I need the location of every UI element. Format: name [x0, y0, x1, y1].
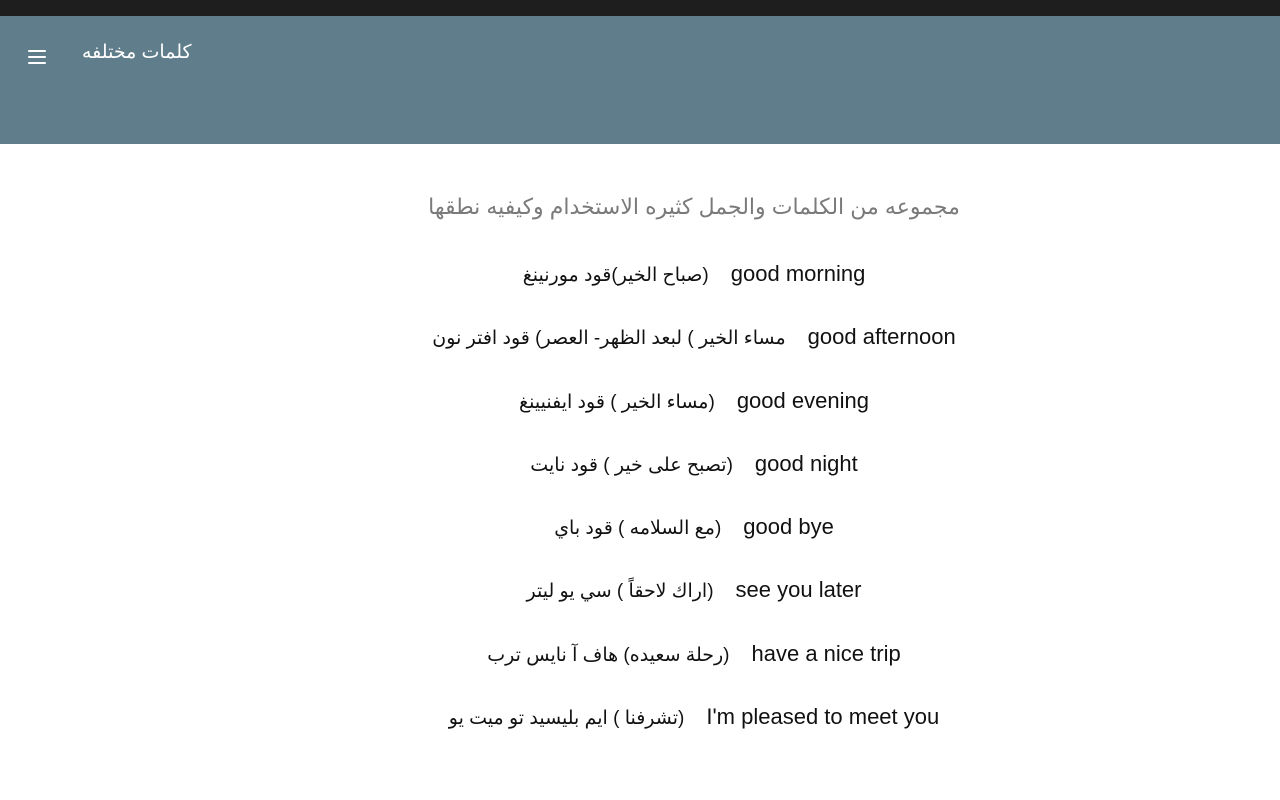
menu-button[interactable]	[16, 40, 58, 74]
phrase-arabic: (مساء الخير ) قود ايفنيينغ	[519, 391, 715, 413]
phrase-row	[0, 509, 1280, 572]
phrase-arabic: (اراك لاحقاً ) سي يو ليتر	[526, 581, 714, 603]
status-bar	[0, 0, 1280, 16]
phrase-english: good morning	[730, 261, 866, 286]
phrase-row	[0, 699, 1280, 762]
intro-text: مجموعه من الكلمات والجمل كثيره الاستخدام وكيفيه نطقها	[428, 194, 960, 219]
phrase-row	[0, 319, 1280, 382]
phrase-english: good evening	[736, 387, 869, 413]
phrase-row	[0, 383, 1280, 446]
phrase-row	[0, 256, 1280, 319]
phrase-arabic: (تصبح على خير ) قود نايت	[530, 454, 733, 476]
phrase-row	[0, 446, 1280, 509]
phrase-row	[0, 572, 1280, 635]
app-bar	[0, 16, 1280, 144]
phrase-english: I'm pleased to meet you	[706, 704, 940, 730]
phrase-english: good bye	[743, 514, 834, 540]
phrase-list	[0, 256, 1280, 762]
phrase-arabic: (تشرفنا ) ايم بليسيد تو ميت يو	[448, 708, 685, 730]
menu-icon	[28, 50, 46, 64]
app-title: كلمات مختلفه	[82, 42, 192, 63]
phrase-english: good night	[754, 450, 858, 476]
content-area	[0, 144, 1280, 800]
phrase-english: good afternoon	[807, 324, 956, 350]
phrase-english: have a nice trip	[751, 640, 901, 666]
phrase-english: see you later	[735, 577, 862, 603]
phrase-arabic: مساء الخير ) لبعد الظهر- العصر) قود افتر نون	[432, 328, 786, 350]
phrase-arabic: (مع السلامه ) قود باي	[554, 518, 722, 540]
phrase-arabic: (رحلة سعيده) هاف آ نايس ترب	[487, 644, 730, 666]
phrase-arabic: (صباح الخير)قود مورنينغ	[522, 265, 709, 286]
phrase-row	[0, 636, 1280, 699]
